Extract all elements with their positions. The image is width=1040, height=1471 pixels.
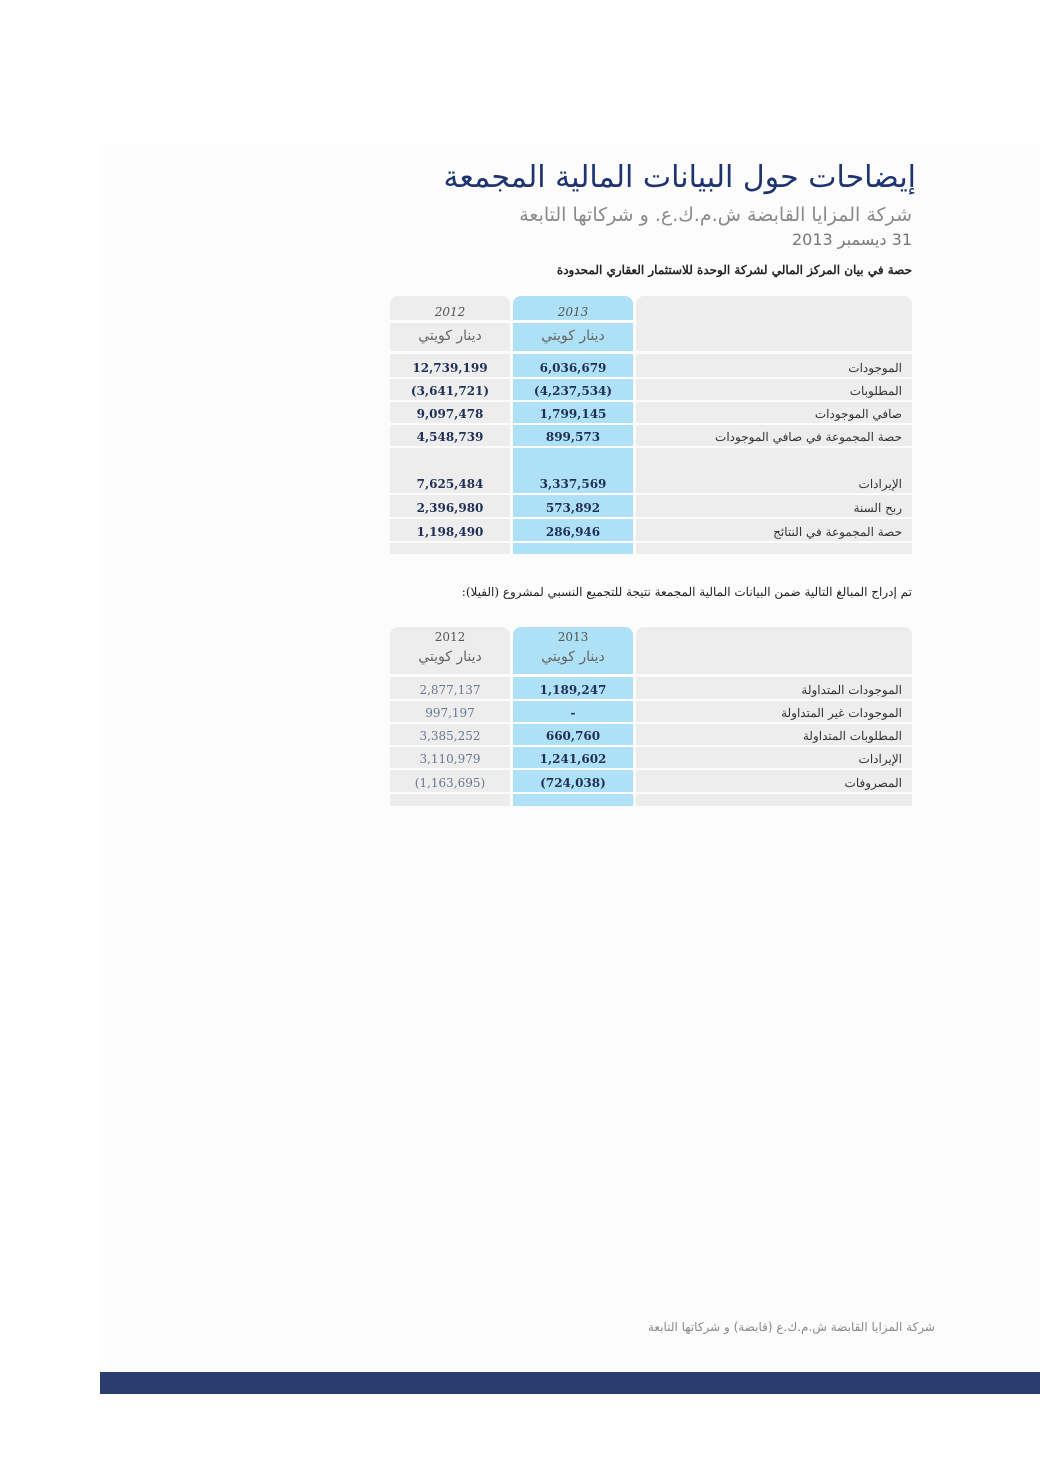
section2-note: تم إدراج المبالغ التالية ضمن البيانات المالية المجمعة نتيجة للتجميع النسبي لمشروع (الفيلا):: [461, 585, 912, 599]
row-divider: [390, 493, 912, 495]
cell-2013: 1,799,145: [539, 407, 607, 421]
cell-2013: 660,760: [545, 729, 601, 743]
header-divider: [513, 674, 633, 677]
table-row: [390, 427, 912, 448]
row-label: حصة المجموعة في النتائج: [773, 525, 902, 539]
cell-2013: 899,573: [545, 430, 601, 444]
row-label: حصة المجموعة في صافي الموجودات: [715, 430, 902, 444]
villa-proportionate-table: [390, 627, 912, 806]
row-divider: [390, 745, 912, 747]
row-divider: [390, 400, 912, 402]
cell-2012: 12,739,199: [412, 361, 488, 375]
row-label: الموجودات: [848, 361, 902, 375]
cell-2013: (724,038): [540, 776, 606, 790]
row-divider: [390, 768, 912, 770]
cell-2012: (1,163,695): [414, 776, 486, 790]
cell-2012: 9,097,478: [416, 407, 484, 421]
cell-2012: 7,625,484: [416, 477, 484, 491]
cell-2012: 4,548,739: [416, 430, 484, 444]
row-divider: [390, 699, 912, 701]
table-row: [390, 474, 912, 495]
table-row: [390, 404, 912, 425]
row-divider: [390, 722, 912, 724]
row-divider: [390, 792, 912, 794]
header-year-2012: 2012: [434, 630, 466, 644]
header-divider: [513, 320, 633, 323]
table-row: [390, 522, 912, 543]
row-label: المصروفات: [844, 776, 902, 790]
row-divider: [390, 377, 912, 379]
footer-company-name: شركة المزايا القابضة ش.م.ك.ع (قابضة) و شركاتها التابعة: [647, 1320, 935, 1334]
cell-2013: 286,946: [545, 525, 601, 539]
header-currency-2012: دينار كويتي: [418, 328, 482, 344]
share-financial-position-table: [390, 296, 912, 554]
header-year-2013: 2013: [557, 630, 589, 644]
header-currency-2012: دينار كويتي: [418, 649, 482, 665]
row-divider: [390, 541, 912, 543]
cell-2012: 3,385,252: [419, 729, 481, 743]
header-divider: [390, 351, 510, 354]
row-label: ربح السنة: [853, 501, 902, 515]
table-row: [390, 749, 912, 770]
row-label: المطلوبات: [849, 384, 902, 398]
row-label: الإيرادات: [858, 477, 902, 491]
header-divider: [636, 351, 912, 354]
cell-2013: 3,337,569: [539, 477, 607, 491]
header-year-2012: 2012: [434, 305, 466, 319]
cell-2013: 573,892: [545, 501, 601, 515]
cell-2013: 1,189,247: [539, 683, 607, 697]
cell-2013: 6,036,679: [539, 361, 607, 375]
cell-2013: 1,241,602: [539, 752, 607, 766]
cell-2012: 3,110,979: [419, 752, 481, 766]
header-currency-2013: دينار كويتي: [541, 649, 605, 665]
row-label: الموجودات غير المتداولة: [781, 706, 902, 720]
table-row: [390, 726, 912, 747]
section1-note: حصة في بيان المركز المالي لشركة الوحدة للاستثمار العقاري المحدودة: [556, 263, 912, 277]
table-row: [390, 773, 912, 794]
row-divider: [390, 446, 912, 448]
header-divider: [390, 320, 510, 323]
header-divider: [636, 674, 912, 677]
row-label: المطلوبات المتداولة: [802, 729, 902, 743]
cell-2012: 997,197: [425, 706, 475, 720]
report-date: 31 ديسمبر 2013: [791, 230, 912, 249]
table-row: [390, 381, 912, 402]
company-subtitle: شركة المزايا القابضة ش.م.ك.ع. و شركاتها التابعة: [519, 204, 912, 226]
header-year-2013: 2013: [557, 305, 589, 319]
cell-2012: (3,641,721): [410, 384, 490, 398]
table-row: [390, 358, 912, 379]
row-label: صافي الموجودات: [814, 407, 902, 421]
cell-2013: (4,237,534): [533, 384, 613, 398]
row-label: الموجودات المتداولة: [801, 683, 902, 697]
cell-2012: 2,396,980: [416, 501, 484, 515]
table-row: [390, 498, 912, 519]
cell-2012: 1,198,490: [416, 525, 484, 539]
cell-2013: -: [570, 706, 576, 720]
footer-bar: [100, 1372, 1040, 1394]
cell-2012: 2,877,137: [419, 683, 481, 697]
table-row: [390, 703, 912, 724]
table-row: [390, 680, 912, 701]
header-divider: [513, 351, 633, 354]
header-divider: [390, 674, 510, 677]
row-divider: [390, 423, 912, 425]
page-title: إيضاحات حول البيانات المالية المجمعة: [443, 160, 916, 195]
header-currency-2013: دينار كويتي: [541, 328, 605, 344]
row-label: الإيرادات: [858, 752, 902, 766]
row-divider: [390, 517, 912, 519]
